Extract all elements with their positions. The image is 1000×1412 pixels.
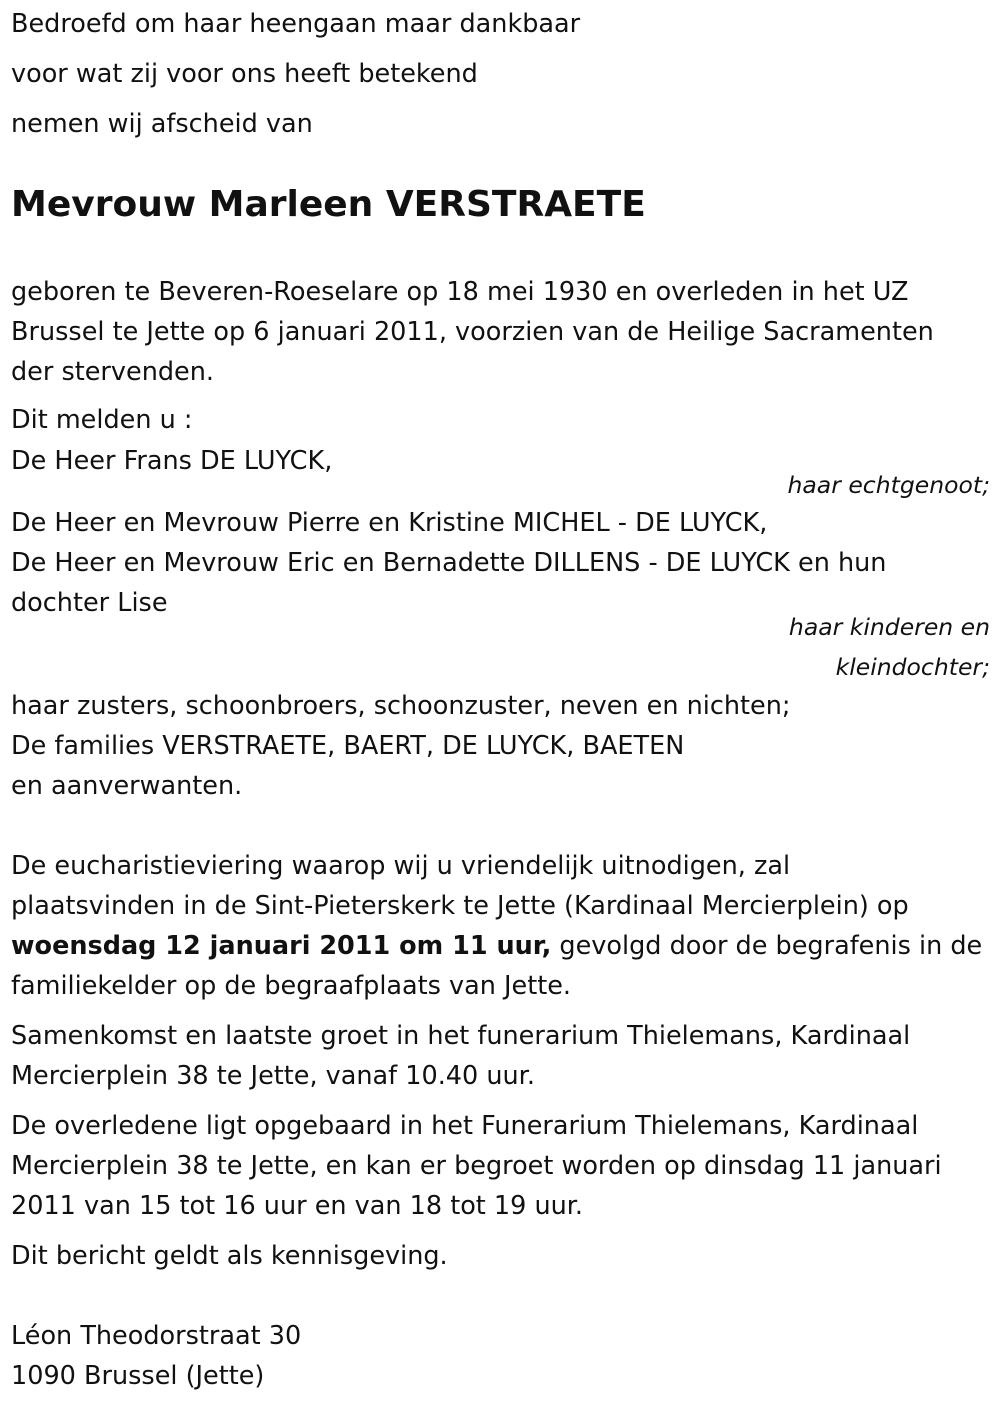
ceremony-line-2: plaatsvinden in de Sint-Pieterskerk te Jette (Kardinaal Mercierplein) op [11, 891, 909, 921]
viewing-line-3: 2011 van 15 tot 16 uur en van 18 tot 19 uur. [11, 1191, 584, 1221]
gathering-line-2: Mercierplein 38 te Jette, vanaf 10.40 uur. [11, 1061, 535, 1091]
address-city: 1090 Brussel (Jette) [11, 1361, 265, 1391]
family-line-3: en aanverwanten. [11, 771, 243, 801]
ceremony-line-1: De eucharistieviering waarop wij u vriendelijk uitnodigen, zal [11, 851, 791, 881]
birth-death-line-1: geboren te Beveren-Roeselare op 18 mei 1930 en overleden in het UZ [11, 277, 909, 307]
ceremony-date-time: woensdag 12 januari 2011 om 11 uur, [11, 931, 552, 961]
intro-line-3: nemen wij afscheid van [11, 109, 313, 139]
children-line-3: dochter Lise [11, 588, 168, 618]
children-line-1: De Heer en Mevrouw Pierre en Kristine MICHEL - DE LUYCK, [11, 508, 768, 538]
spouse-relation: haar echtgenoot; [787, 471, 990, 499]
intro-line-1: Bedroefd om haar heengaan maar dankbaar [11, 9, 581, 39]
children-line-2: De Heer en Mevrouw Eric en Bernadette DILLENS - DE LUYCK en hun [11, 548, 887, 578]
birth-death-line-2: Brussel te Jette op 6 januari 2011, voorzien van de Heilige Sacramenten [11, 317, 934, 347]
deceased-name: Mevrouw Marleen VERSTRAETE [11, 184, 646, 225]
children-relation-line-1: haar kinderen en [788, 613, 990, 641]
family-line-2: De families VERSTRAETE, BAERT, DE LUYCK, BAETEN [11, 731, 685, 761]
viewing-line-2: Mercierplein 38 te Jette, en kan er begroet worden op dinsdag 11 januari [11, 1151, 942, 1181]
viewing-line-1: De overledene ligt opgebaard in het Funerarium Thielemans, Kardinaal [11, 1111, 919, 1141]
spouse-name: De Heer Frans DE LUYCK, [11, 446, 333, 476]
children-relation-line-2: kleindochter; [835, 653, 990, 681]
intro-line-2: voor wat zij voor ons heeft betekend [11, 59, 478, 89]
birth-death-line-3: der stervenden. [11, 357, 215, 387]
ceremony-line-3 [11, 931, 983, 961]
notice-text: Dit bericht geldt als kennisgeving. [11, 1241, 448, 1271]
announcement-intro: Dit melden u : [11, 405, 193, 435]
ceremony-line-3-rest: gevolgd door de begrafenis in de [551, 931, 983, 961]
address-street: Léon Theodorstraat 30 [11, 1321, 302, 1351]
gathering-line-1: Samenkomst en laatste groet in het funerarium Thielemans, Kardinaal [11, 1021, 911, 1051]
ceremony-line-4: familiekelder op de begraafplaats van Jette. [11, 971, 572, 1001]
family-line-1: haar zusters, schoonbroers, schoonzuster, neven en nichten; [11, 691, 791, 721]
